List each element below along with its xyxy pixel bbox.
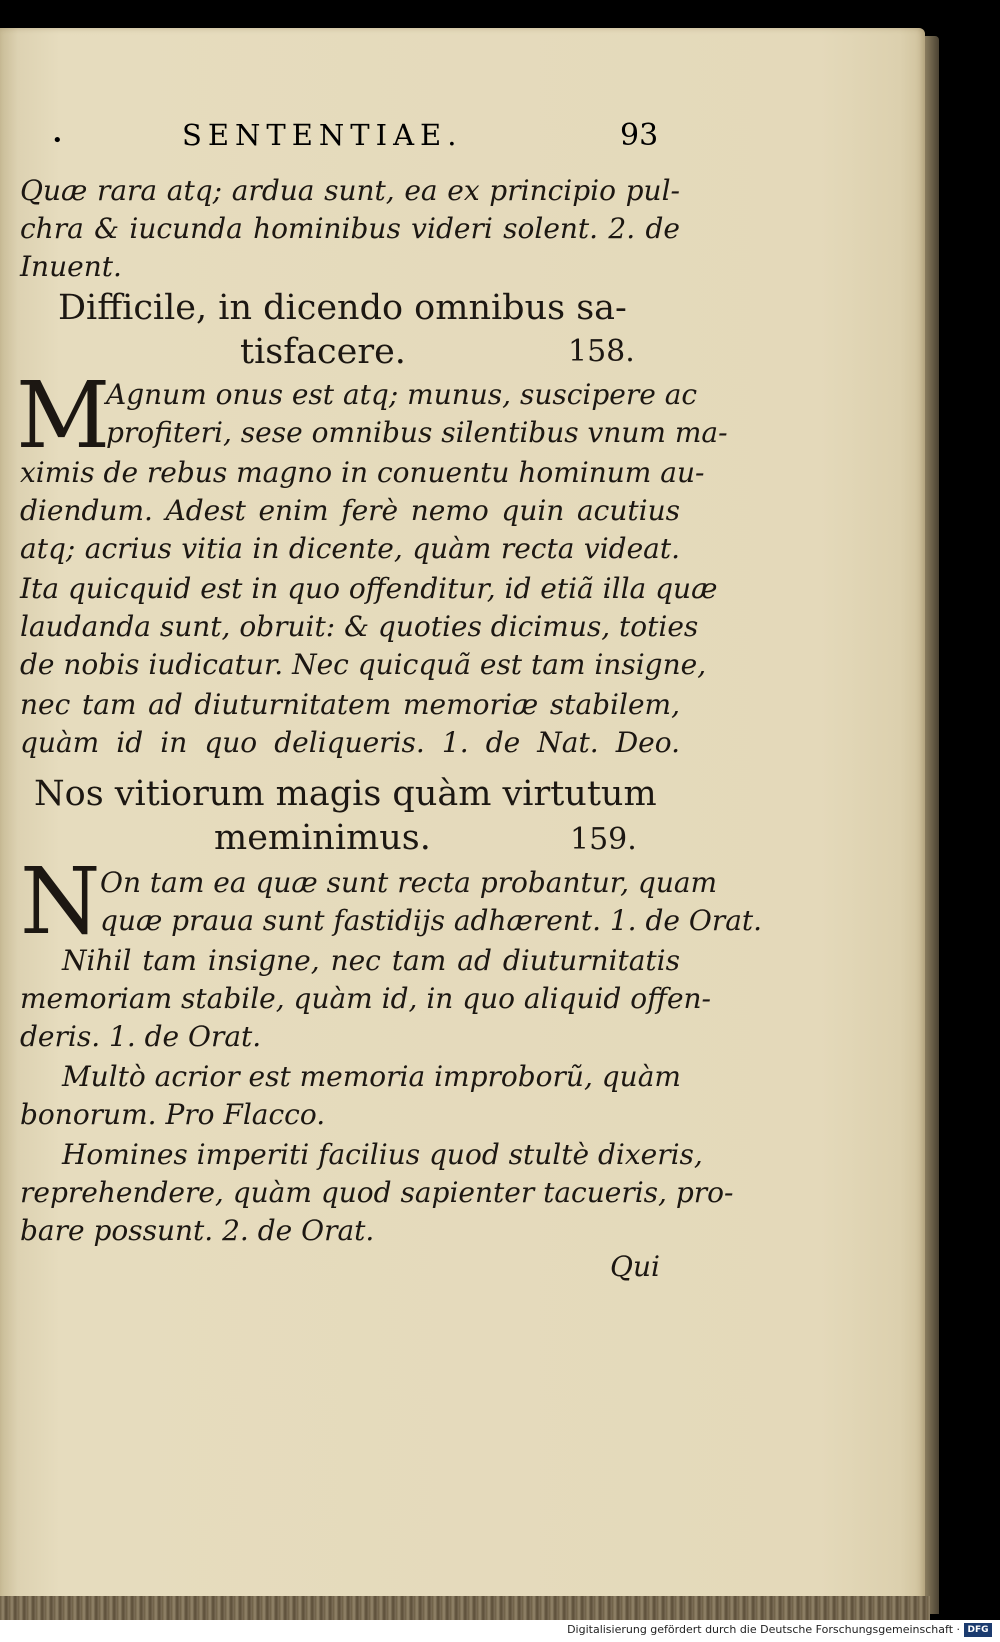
entry-159-line: quæ praua sunt fastidijs adhærent. 1. de Orat. <box>100 904 763 937</box>
entry-158-initial: M <box>16 362 111 469</box>
entry-158-line: ximis de rebus magno in conuentu hominum au- <box>20 456 705 489</box>
entry-158-line: Agnum onus est atq; munus, suscipere ac <box>106 378 698 411</box>
entry-158-line: atq; acrius vitia in dicente, quàm recta videat. <box>20 532 680 565</box>
running-head-title: SENTENTIAE. <box>182 118 463 152</box>
entry-158-line: de nobis iudicatur. Nec quicquã est tam insigne, <box>20 648 707 681</box>
running-head-bullet: • <box>52 130 63 151</box>
intro-line: Inuent. <box>20 250 122 283</box>
entry-159-heading-line2: meminimus. <box>214 818 431 858</box>
entry-159-line: deris. 1. de Orat. <box>20 1020 262 1053</box>
entry-158-line: profiteri, sese omnibus silentibus vnum ma- <box>106 416 728 449</box>
entry-158-line: laudanda sunt, obruit: & quoties dicimus, toties <box>20 610 699 643</box>
running-head <box>42 118 682 158</box>
page-bottom-edge <box>0 1596 930 1620</box>
entry-158-number: 158. <box>568 334 635 369</box>
page-number: 93 <box>620 118 659 153</box>
entry-159-line: Multò acrior est memoria improborũ, quàm <box>62 1060 681 1093</box>
footer-credit: Digitalisierung gefördert durch die Deutsche Forschungsgemeinschaft · <box>567 1623 960 1636</box>
entry-159-line: Nihil tam insigne, nec tam ad diuturnitatis <box>62 944 680 977</box>
entry-159-line: reprehendere, quàm quod sapienter tacueris, pro- <box>20 1176 734 1209</box>
entry-158-line: nec tam ad diuturnitatem memoriæ stabilem, <box>20 688 680 721</box>
intro-line: Quæ rara atq; ardua sunt, ea ex principio pul- <box>20 174 680 207</box>
digitization-footer <box>0 1620 1000 1642</box>
entry-159-line: On tam ea quæ sunt recta probantur, quam <box>100 866 718 899</box>
entry-159-line: memoriam stabile, quàm id, in quo aliquid offen- <box>20 982 712 1015</box>
catchword: Qui <box>610 1250 660 1283</box>
entry-158-heading-line1: Difficile, in dicendo omnibus sa- <box>58 288 627 328</box>
dfg-logo-icon: DFG <box>964 1623 992 1637</box>
entry-159-line: Homines imperiti facilius quod stultè dixeris, <box>62 1138 703 1171</box>
entry-158-line: quàm id in quo deliqueris. 1. de Nat. Deo. <box>20 726 680 759</box>
entry-159-number: 159. <box>570 822 637 857</box>
entry-158-line: diendum. Adest enim ferè nemo quin acutius <box>20 494 680 527</box>
page-edge <box>925 36 939 1614</box>
entry-158-heading-line2: tisfacere. <box>240 332 406 372</box>
intro-line: chra & iucunda hominibus videri solent. 2. de <box>20 212 680 245</box>
entry-159-initial: N <box>20 848 101 955</box>
entry-158-line: Ita quicquid est in quo offenditur, id etiã illa quæ <box>20 572 718 605</box>
entry-159-line: bare possunt. 2. de Orat. <box>20 1214 375 1247</box>
entry-159-heading-line1: Nos vitiorum magis quàm virtutum <box>34 774 657 814</box>
entry-159-line: bonorum. Pro Flacco. <box>20 1098 326 1131</box>
